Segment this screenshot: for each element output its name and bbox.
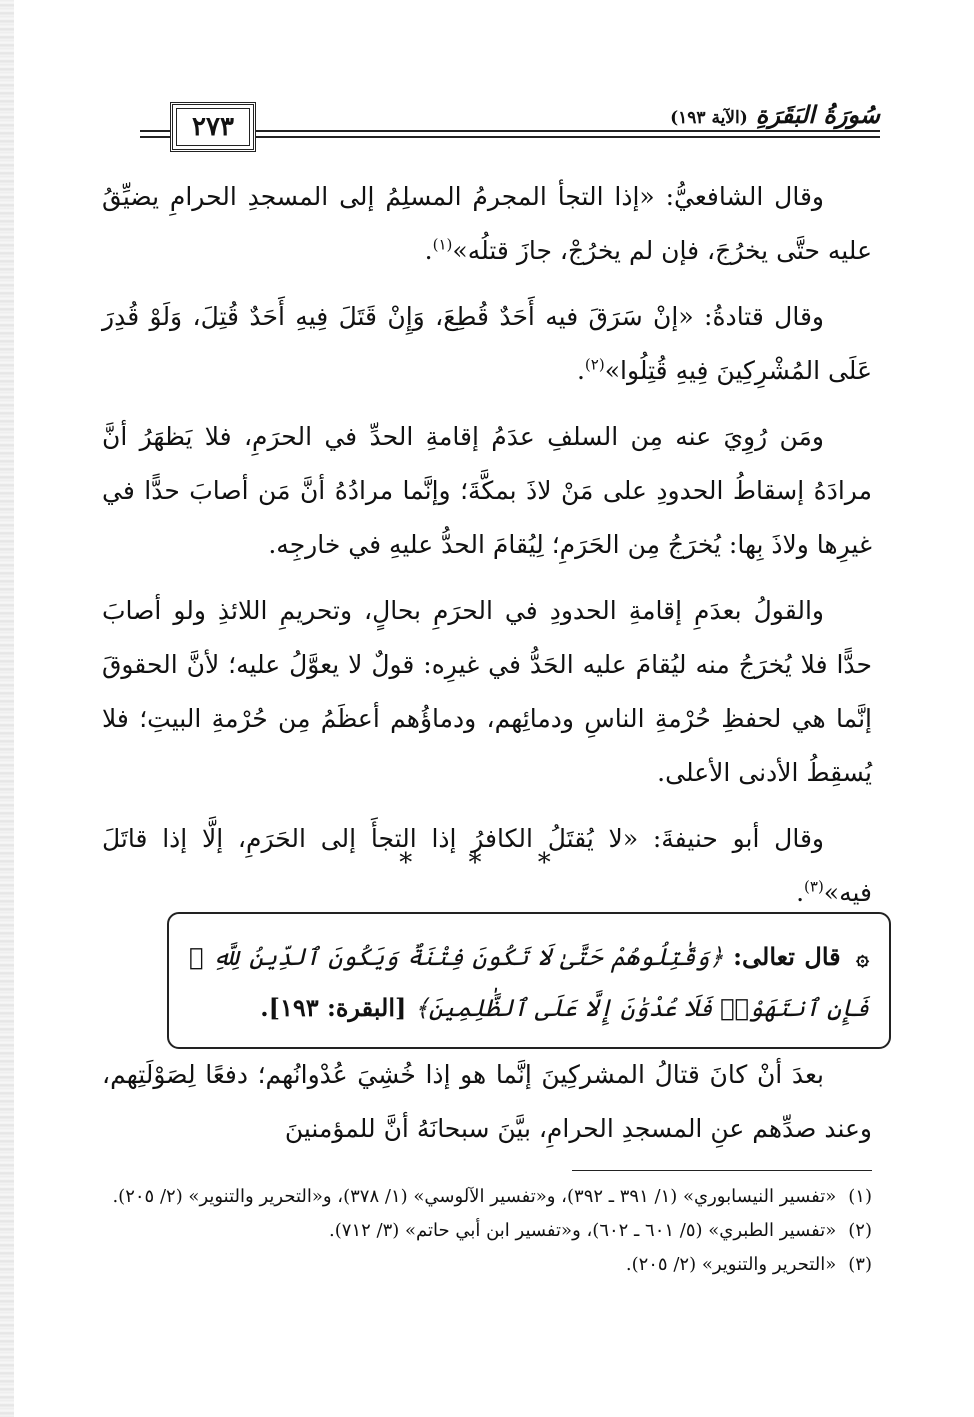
paragraph-end-mark: .: [424, 236, 433, 265]
footnote-text: «التحرير والتنوير» (٢/ ٢٠٥).: [625, 1254, 837, 1275]
paragraph-text: والقولُ بعدَمِ إقامةِ الحدودِ في الحرَمِ بحالٍ، وتحريمِ اللائذِ ولو أصابَ حدًّا فلا يُخرَجُ منه ليُقامَ عليه الحَدُّ في غيرِه: قولٌ لا يعوَّلُ عليه؛ لأنَّ الحقوقَ إنَّما هي لحفظِ حُرْمةِ الناسِ ودمائِهم، ودماؤُهم أعظَمُ مِن حُرْمةِ البيتِ؛ فلا يُسقِطُ الأدنى الأعلى.: [102, 596, 872, 787]
footnote-number: (٣): [848, 1254, 872, 1275]
quran-verse: ﴿وَقَٰتِلُوهُمْ حَتَّىٰ لَا تَكُونَ فِتْنَةٌ وَيَكُونَ ٱلدِّينُ لِلَّهِ ۖ فَإِنِ ٱنتَهَوْا۟ فَلَا عُدْوَٰنَ إِلَّا عَلَى ٱلظَّٰلِمِينَ﴾: [189, 943, 869, 1022]
page-number: ٢٧٣: [192, 112, 234, 142]
footnote-marker: (٢): [584, 355, 605, 374]
footnote-number: (٢): [848, 1220, 872, 1241]
footnote-separator: [572, 1170, 872, 1171]
footnote-item: [102, 1182, 872, 1212]
paragraph-end-mark: .: [576, 356, 585, 385]
verse-intro: قال تعالى:: [733, 942, 841, 971]
paragraph-text: وقال الشافعيُّ: «إذا التجأ المجرمُ المسلِمُ إلى المسجدِ الحرامِ يضيِّقُ عليه حتَّى يخرُجَ، فإن لم يخرُجْ، جازَ قتلُه»: [102, 182, 872, 265]
paragraph-end-mark: .: [796, 878, 805, 907]
paragraph-text: وقال أبو حنيفةَ: «لا يُقتَلُ الكافرُ إذا التجأَ إلى الحَرَمِ، إلَّا إذا قاتَلَ فيه»: [102, 824, 872, 907]
footnote-text: «تفسير النيسابوري» (١/ ٣٩١ ـ ٣٩٢)، و«تفسير الآلوسي» (١/ ٣٧٨)، و«التحرير والتنوير» (٢/ ٢٠٥).: [112, 1186, 837, 1207]
paragraph-after-verse: بعدَ أنْ كانَ قتالُ المشركِينَ إنَّما هو إذا خُشِيَ عُدْوانُهم؛ دفعًا لِصَوْلَتِهم، وعند صدِّهم عنِ المسجدِ الحرامِ، بيَّنَ سبحانَهُ أنَّ للمؤمنينَ: [102, 1060, 872, 1143]
footnote-item: [102, 1250, 872, 1280]
surah-name: سُورَةُ البَقَرَةِ: [755, 100, 880, 129]
footnote-text: «تفسير الطبري» (٥/ ٦٠١ ـ ٦٠٢)، و«تفسير ابن أبي حاتم» (٣/ ٧١٢).: [329, 1220, 837, 1241]
ornament-icon: ۞: [856, 945, 870, 971]
footnote-number: (١): [848, 1186, 872, 1207]
paragraph-qatada: [102, 290, 872, 398]
running-title: [660, 100, 880, 128]
footnote-marker: (٣): [804, 877, 824, 896]
page-number-frame: [170, 102, 256, 152]
footnote-item: [102, 1216, 872, 1246]
paragraph-shafii: [102, 170, 872, 278]
paragraph-text: ومَن رُوِيَ عنه مِن السلفِ عدَمُ إقامةِ الحدِّ في الحرَمِ، فلا يَظهَرُ أنَّ مرادَهُ إسقاطُ الحدودِ على مَنْ لاذَ بمكَّةَ؛ وإنَّما مرادُهُ أنَّ مَن أصابَ حدًّا في غيرِها ولاذَ بِها: يُخرَجُ مِن الحَرَمِ؛ لِيُقامَ الحدُّ عليهِ في خارجِه.: [102, 422, 872, 559]
footnote-marker: (١): [432, 235, 453, 254]
paragraph-salaf: [102, 410, 872, 572]
page-header: [140, 100, 880, 152]
ayah-reference: (الآية ١٩٣): [670, 108, 748, 128]
main-text: [102, 170, 872, 932]
footnotes: [102, 1182, 872, 1284]
main-text-continued: [102, 1048, 872, 1156]
verse-box: [167, 912, 891, 1049]
paragraph-haram-ruling: [102, 584, 872, 800]
section-divider-stars: * * *: [399, 848, 575, 878]
verse-citation: [البقرة: ١٩٣].: [260, 993, 407, 1022]
paragraph-text: وقال قتادةُ: «إنْ سَرَقَ فيه أَحَدٌ قُطِعَ، وَإِنْ قَتَلَ فِيهِ أَحَدٌ قُتِلَ، وَلَوْ قُدِرَ عَلَى المُشْرِكِينَ فِيهِ قُتِلُوا»: [102, 302, 872, 385]
